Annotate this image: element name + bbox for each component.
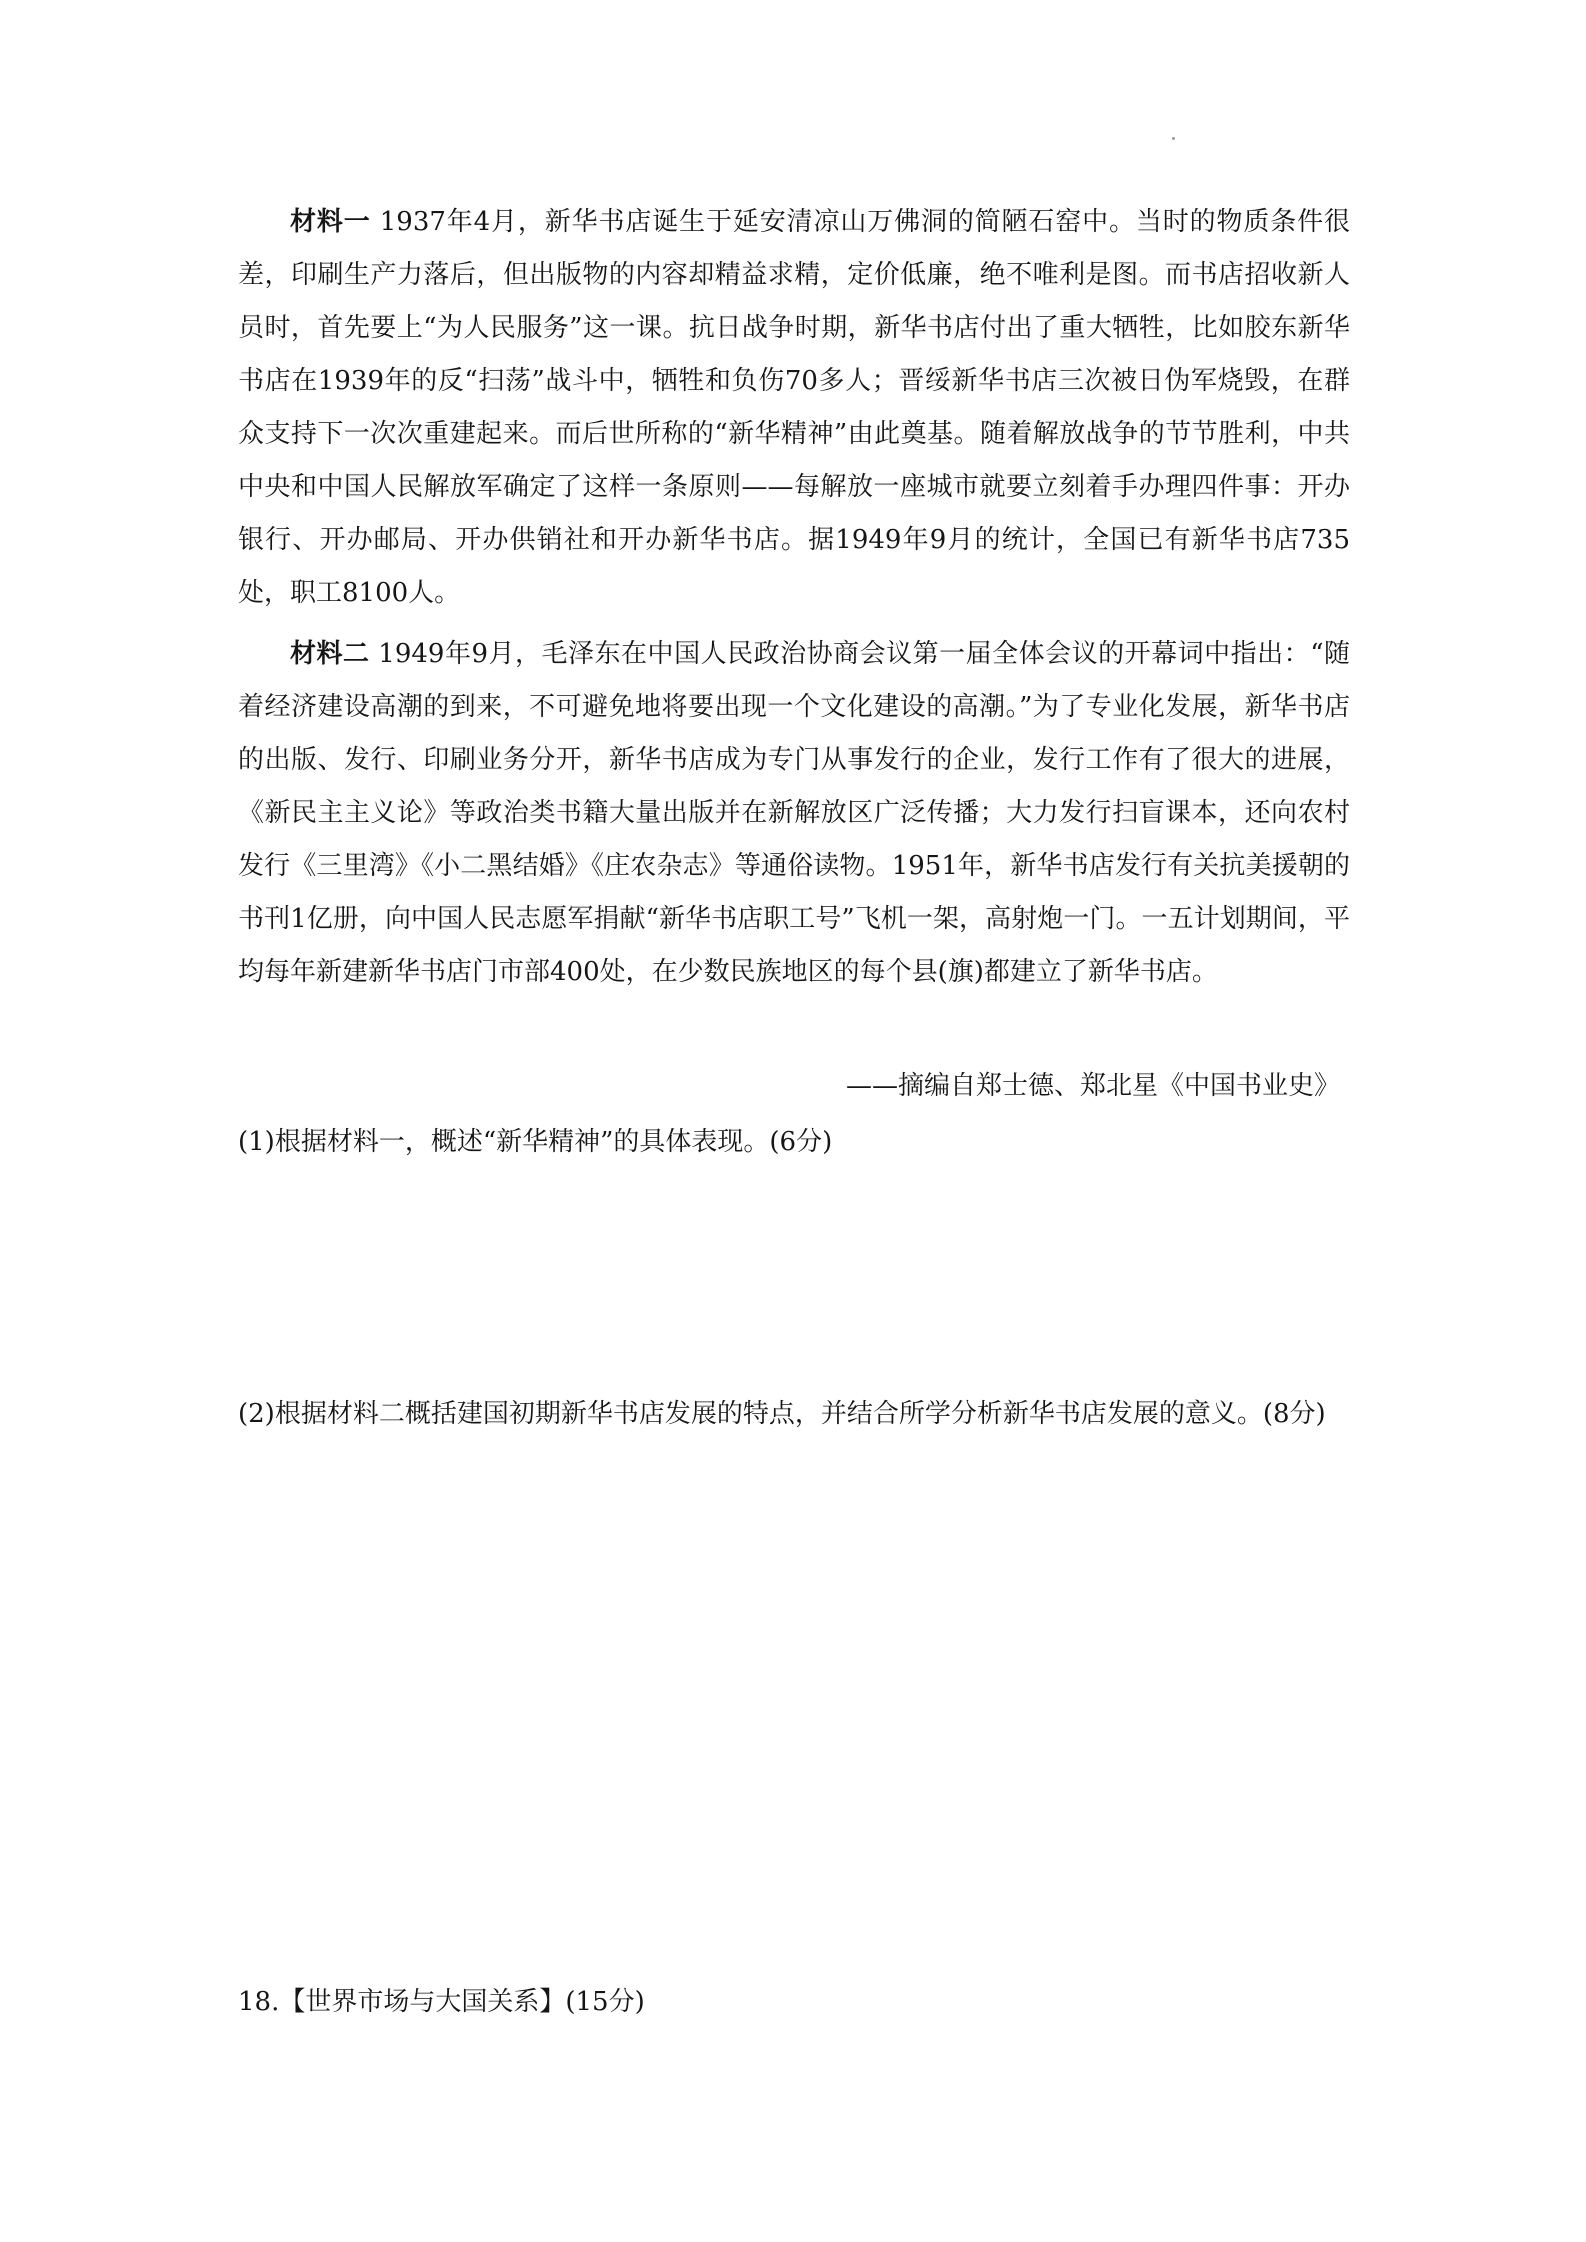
material-one-label: 材料一 <box>290 207 371 237</box>
question-18-heading: 18.【世界市场与大国关系】(15分) <box>238 1987 645 2017</box>
question-1: (1)根据材料一，概述“新华精神”的具体表现。(6分) <box>238 1127 833 1157</box>
material-one-text: 1937年4月，新华书店诞生于延安清凉山万佛洞的简陋石窑中。当时的物质条件很差，印刷生产力落后，但出版物的内容却精益求精，定价低廉，绝不唯利是图。而书店招收新人员时，首先要上“为人民服务”这一课。抗日战争时期，新华书店付出了重大牺牲，比如胶东新华书店在1939年的反“扫荡”战斗中，牺牲和负伤70多人；晋绥新华书店三次被日伪军烧毁，在群众支持下一次次重建起来。而后世所称的“新华精神”由此奠基。随着解放战争的节节胜利，中共中央和中国人民解放军确定了这样一条原则——每解放一座城市就要立刻着手办理四件事：开办银行、开办邮局、开办供销社和开办新华书店。据1949年9月的统计，全国已有新华书店735处，职工8100人。 <box>238 207 1350 608</box>
material-two-text: 1949年9月，毛泽东在中国人民政治协商会议第一届全体会议的开幕词中指出：“随着经济建设高潮的到来，不可避免地将要出现一个文化建设的高潮。”为了专业化发展，新华书店的出版、发行、印刷业务分开，新华书店成为专门从事发行的企业，发行工作有了很大的进展，《新民主主义论》等政治类书籍大量出版并在新解放区广泛传播；大力发行扫盲课本，还向农村发行《三里湾》《小二黑结婚》《庄农杂志》等通俗读物。1951年，新华书店发行有关抗美援朝的书刊1亿册，向中国人民志愿军捐献“新华书店职工号”飞机一架，高射炮一门。一五计划期间，平均每年新建新华书店门市部400处，在少数民族地区的每个县(旗)都建立了新华书店。 <box>238 639 1350 987</box>
material-two-label: 材料二 <box>290 639 370 669</box>
question-2: (2)根据材料二概括建国初期新华书店发展的特点，并结合所学分析新华书店发展的意义。(8分) <box>238 1399 1326 1429</box>
material-two-paragraph <box>238 628 1350 999</box>
material-one-paragraph <box>238 196 1350 620</box>
scan-speck <box>1172 137 1175 140</box>
source-citation: ——摘编自郑士德、郑北星《中国书业史》 <box>845 1071 1340 1101</box>
